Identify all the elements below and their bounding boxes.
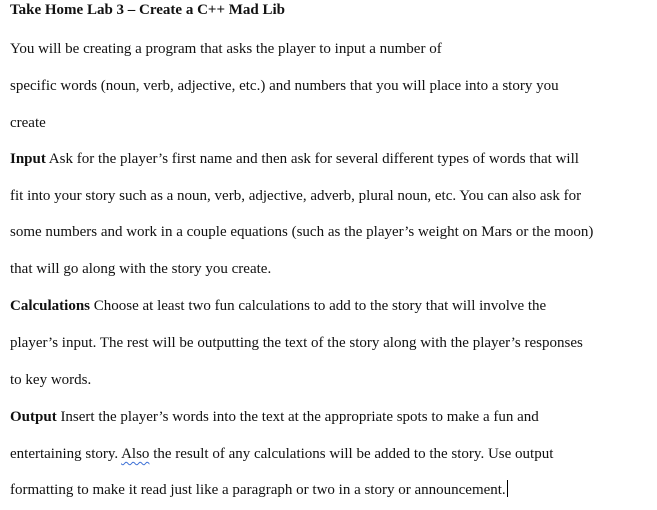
input-text-1: Ask for the player’s first name and then ask for several different types of words that will [45,151,579,167]
calculations-line-3: to key words. [10,372,92,388]
text-cursor [507,480,508,497]
grammar-flagged-word[interactable]: Also [121,446,150,462]
calculations-heading: Calculations [10,298,91,314]
output-text-2b: the result of any calculations will be added to the story. Use output [149,446,554,462]
output-text-1: Insert the player’s words into the text at the appropriate spots to make a fun and [56,409,539,425]
output-line-2 [10,444,553,464]
intro-line-3: create [10,115,46,131]
output-text-3: formatting to make it read just like a paragraph or two in a story or announcement. [10,482,506,498]
output-heading: Output [10,409,57,425]
document-title: Take Home Lab 3 – Create a C++ Mad Lib [10,2,286,18]
input-line-1 [10,149,579,169]
calculations-line-1 [10,296,546,316]
output-text-2a: entertaining story. [10,446,122,462]
intro-line-1: You will be creating a program that asks the player to input a number of [10,41,442,57]
output-line-3[interactable] [10,480,508,500]
calculations-line-2: player’s input. The rest will be outputting the text of the story along with the player’s responses [10,335,583,351]
input-heading: Input [10,151,46,167]
input-line-2: fit into your story such as a noun, verb, adjective, adverb, plural noun, etc. You can also ask for [10,188,582,204]
input-line-4: that will go along with the story you create. [10,261,272,277]
input-line-3: some numbers and work in a couple equations (such as the player’s weight on Mars or the moon) [10,224,594,240]
calculations-text-1: Choose at least two fun calculations to add to the story that will involve the [90,298,547,314]
output-line-1 [10,407,539,427]
intro-line-2: specific words (noun, verb, adjective, etc.) and numbers that you will place into a story you [10,78,559,94]
